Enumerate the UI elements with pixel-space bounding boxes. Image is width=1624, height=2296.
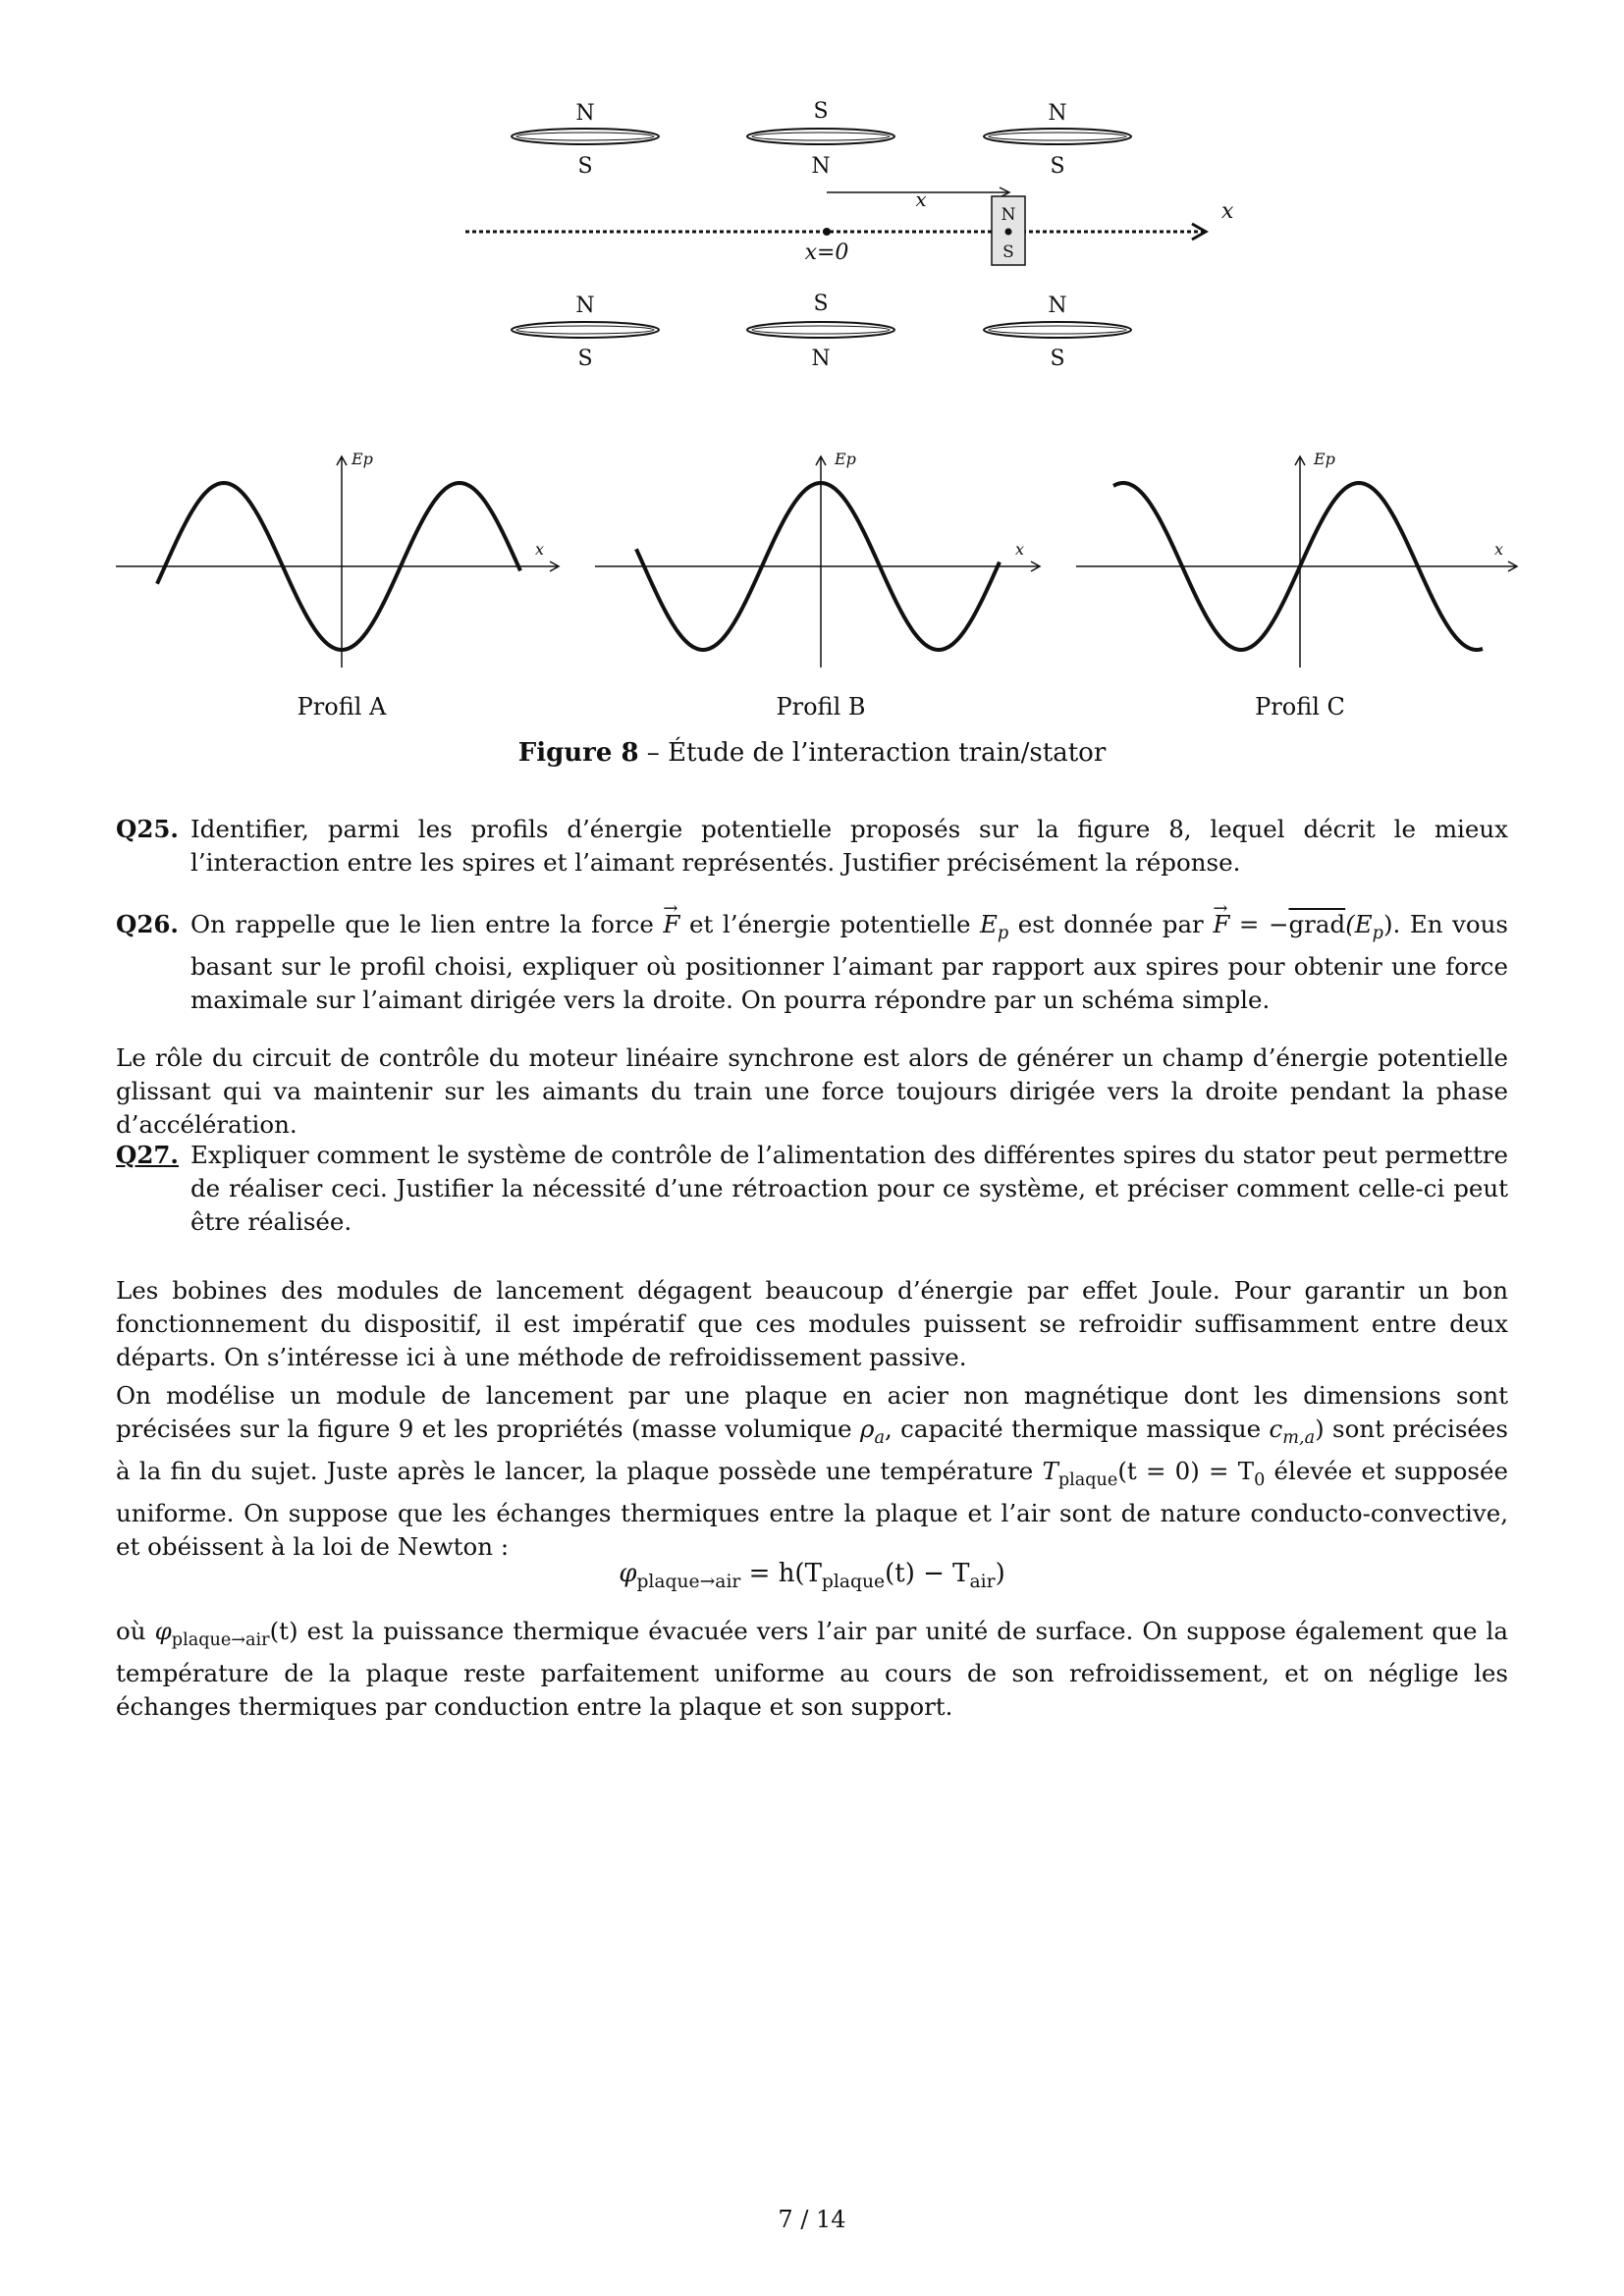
paragraph-phi-definition: où $\varphi_{plaque\to air}(t)$ est la puissance thermique évacuée vers l’air par unité de surface. On suppose également que la température de la plaque reste parfaitement uniforme au cours de son refroidissement, et on néglige les échanges thermiques par conduction entre la plaque et son support. [116,1617,1508,1721]
origin-label: x=0 [804,240,849,265]
axis-x-label: x [1221,199,1234,224]
svg-text:Ep: Ep [1314,450,1335,468]
profile-a-caption: Profil A [297,693,387,721]
svg-text:S: S [1050,154,1065,179]
svg-text:S: S [813,292,829,316]
svg-text:S: S [577,154,593,179]
svg-text:x: x [1494,540,1504,559]
svg-text:N: N [811,154,831,179]
coil-bottom-1 [512,294,659,371]
profile-graphs [0,432,1624,687]
question-q27: Q27. Expliquer comment le système de contrôle de l’alimentation des différentes spires du stator peut permettre de réaliser ceci. Justifier la nécessité d’une rétroaction pour ce système, et préciser comment celle-ci peut être réalisée. [116,1141,1508,1236]
svg-text:x: x [1015,540,1025,559]
profile-a-graph [116,450,559,667]
coil-top-1 [512,101,659,179]
svg-text:x: x [535,540,545,559]
coil-bottom-2 [747,292,894,371]
origin-point [823,228,831,236]
svg-text:S: S [813,99,829,124]
coil-bottom-3 [984,294,1131,371]
paragraph-control-circuit: Le rôle du circuit de contrôle du moteur linéaire synchrone est alors de générer un champ d’énergie potentielle glissant qui va maintenir sur les aimants du train une force toujours dirigée vers la droite pendant la phase d’accélération. [116,1043,1508,1139]
svg-text:Ep: Ep [835,450,856,468]
profile-b-caption: Profil B [776,693,866,721]
svg-text:N: N [1048,101,1067,126]
coil-top-2 [747,99,894,179]
svg-text:S: S [1050,347,1065,371]
profile-c-caption: Profil C [1255,693,1345,721]
svg-text:N: N [575,101,595,126]
svg-text:S: S [1002,242,1014,262]
coil-magnet-diagram [0,0,1624,412]
coil-top-3 [984,101,1131,179]
newton-law-formula: $\varphi_{plaque\to air} = h(T_{plaque}(t) - T_{air})$ [619,1559,1005,1593]
svg-text:Ep: Ep [352,450,373,468]
question-q25: Q25. Identifier, parmi les profils d’énergie potentielle proposés sur la figure 8, lequel décrit le mieux l’interaction entre les spires et l’aimant représentés. Justifier précisément la réponse. [116,815,1508,877]
figure-caption: Figure 8 – Étude de l’interaction train/stator [517,738,1107,768]
paragraph-joule-effect: Les bobines des modules de lancement dégagent beaucoup d’énergie par effet Joule. Pour garantir un bon fonctionnement du dispositif, il est impératif que ces modules puissent se refroidir suffisamment entre deux départs. On s’intéresse ici à une méthode de refroidissement passive. [116,1276,1508,1371]
svg-text:S: S [577,347,593,371]
profile-c-graph [1076,450,1517,667]
svg-text:N: N [811,347,831,371]
svg-text:N: N [1048,294,1067,318]
train-magnet [992,196,1025,265]
displacement-label: x [915,187,927,211]
svg-text:N: N [1001,205,1016,225]
paragraph-plate-model: On modélise un module de lancement par une plaque en acier non magnétique dont les dimensions sont précisées sur la figure 9 et les propriétés (masse volumique $\rho_a$, capacité thermique massique $c_{m,a}$) sont précisées à la fin du sujet. Juste après le lancer, la plaque possède une température $T_{plaque}(t = 0) = T_0$ élevée et supposée uniforme. On suppose que les échanges thermiques entre la plaque et l’air sont de nature conducto-convective, et obéissent à la loi de Newton : [116,1381,1508,1561]
svg-text:N: N [575,294,595,318]
profile-b-graph [595,450,1040,667]
question-q26: Q26. On rappelle que le lien entre la force → F et l’énergie potentielle $E_p$ est donnée par → $F = -grad(E_p)$. En vous basant sur le profil choisi, expliquer où positionner l’aimant par rapport aux spires pour obtenir une force maximale sur l’aimant dirigée vers la droite. On pourra répondre par un schéma simple. [116,908,1508,1017]
page-number: 7 / 14 [778,2206,846,2233]
